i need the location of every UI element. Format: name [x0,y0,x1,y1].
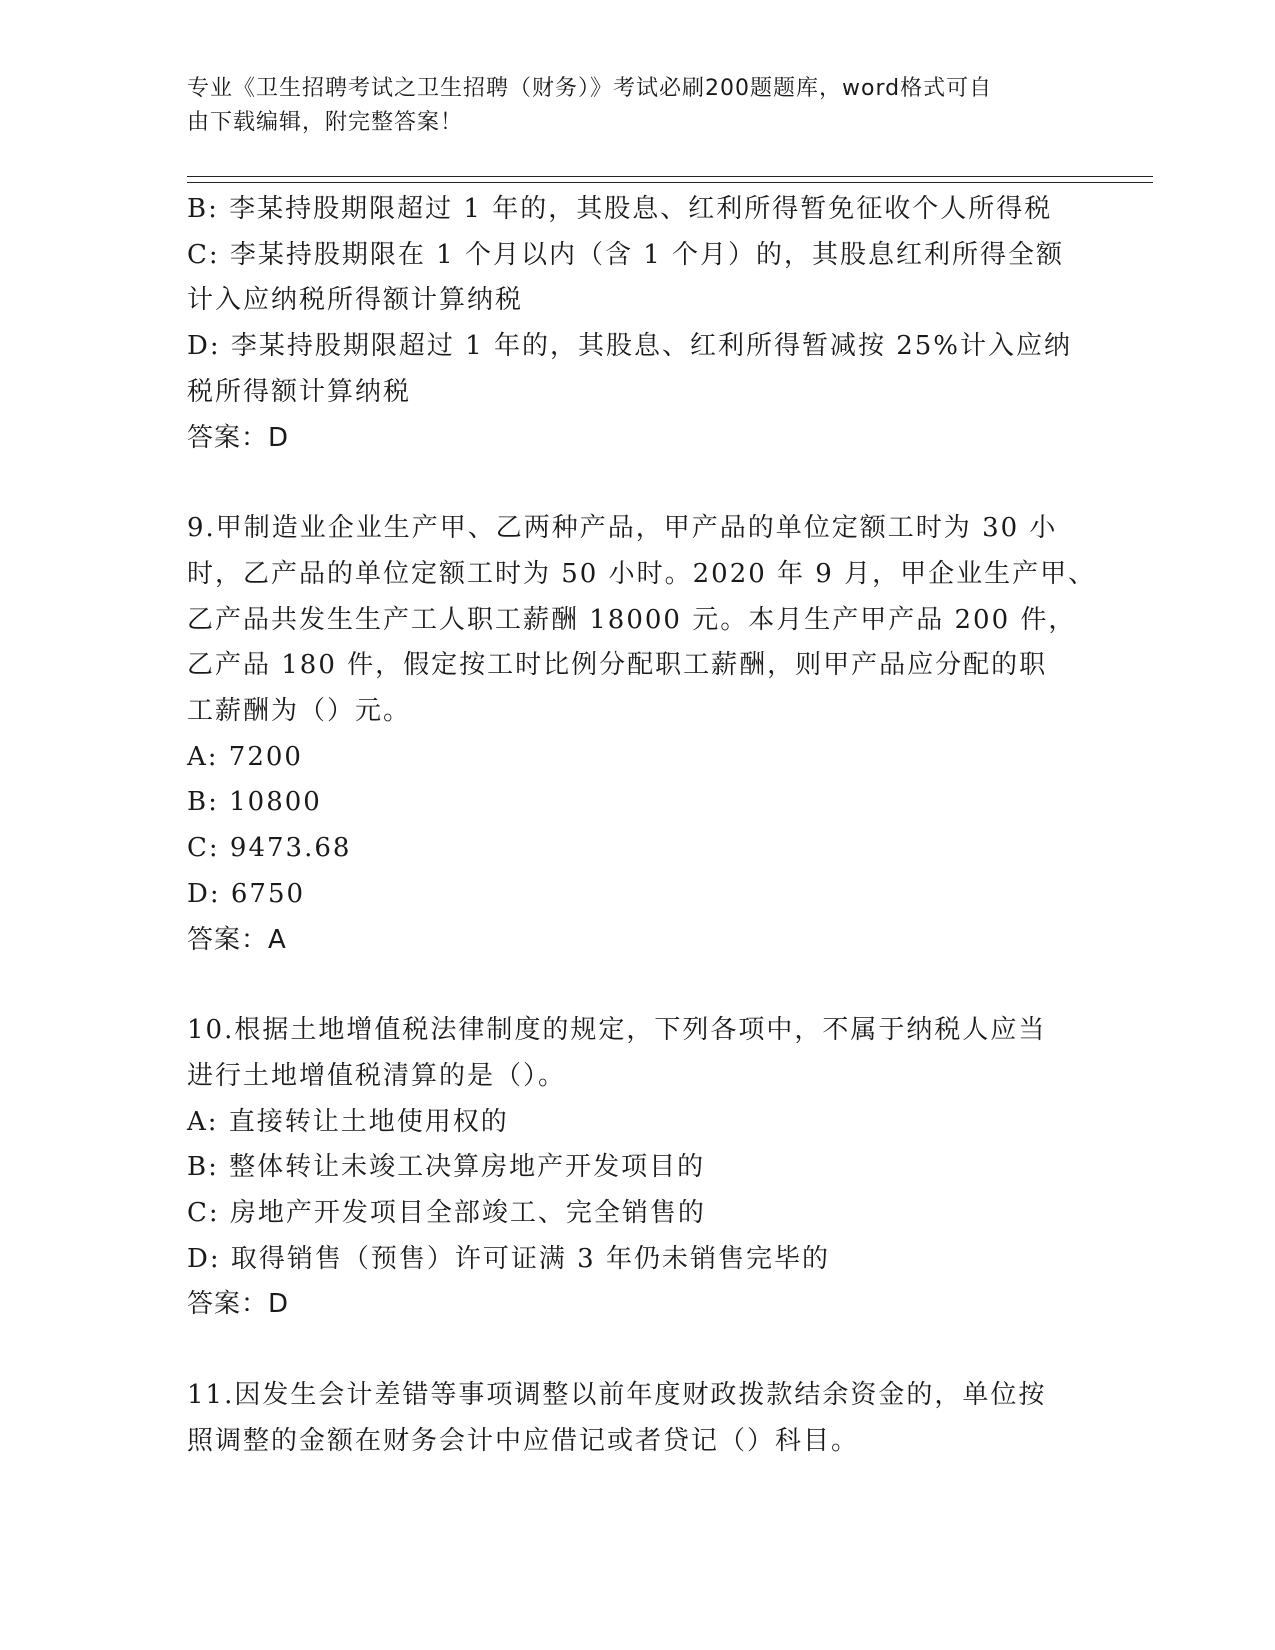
question-9-option-d: D: 6750 [187,878,306,909]
header-rule-bottom [187,182,1153,183]
answer-previous: 答案：D [187,422,290,453]
question-10-line-1: 10.根据土地增值税法律制度的规定，下列各项中，不属于纳税人应当 [187,1015,1047,1046]
header-rule-top [187,176,1153,177]
question-10-option-c: C: 房地产开发项目全部竣工、完全销售的 [187,1198,706,1229]
spacer [187,1328,1077,1373]
question-9-option-c: C: 9473.68 [187,833,352,864]
spacer [187,963,1077,1008]
question-10-answer: 答案：D [187,1289,290,1320]
option-c-line-1: C: 李某持股期限在 1 个月以内（含 1 个月）的，其股息红利所得全额 [187,239,1065,270]
question-10-option-a: A: 直接转让土地使用权的 [187,1106,509,1137]
question-11 [187,1373,1077,1464]
question-9-option-b: B: 10800 [187,787,322,818]
previous-question-options [187,187,1077,461]
spacer [187,461,1077,506]
question-content [187,187,1097,1465]
question-9-option-a: A: 7200 [187,741,303,772]
option-b: B: 李某持股期限超过 1 年的，其股息、红利所得暂免征收个人所得税 [187,194,1053,224]
question-9-line-2: 时，乙产品的单位定额工时为 50 小时。2020 年 9 月，甲企业生产甲、 [187,558,1097,589]
option-c-line-2: 计入应纳税所得额计算纳税 [187,285,524,316]
question-9-line-1: 9.甲制造业企业生产甲、乙两种产品，甲产品的单位定额工时为 30 小 [187,513,1058,544]
question-9 [187,506,1097,963]
option-d-line-1: D: 李某持股期限超过 1 年的，其股息、红利所得暂减按 25%计入应纳 [187,331,1072,362]
question-9-line-5: 工薪酬为（）元。 [187,696,412,727]
question-9-line-4: 乙产品 180 件，假定按工时比例分配职工薪酬，则甲产品应分配的职 [187,650,1048,681]
option-d-line-2: 税所得额计算纳税 [187,376,412,407]
question-9-answer: 答案：A [187,924,287,955]
question-9-line-3: 乙产品共发生生产工人职工薪酬 18000 元。本月生产甲产品 200 件， [187,604,1077,635]
question-11-line-2: 照调整的金额在财务会计中应借记或者贷记（）科目。 [187,1425,860,1456]
document-header [187,72,1067,140]
header-title-line-2: 由下载编辑，附完整答案！ [187,110,464,135]
question-10 [187,1008,1077,1328]
question-11-line-1: 11.因发生会计差错等事项调整以前年度财政拨款结余资金的，单位按 [187,1380,1047,1411]
question-10-option-d: D: 取得销售（预售）许可证满 3 年仍未销售完毕的 [187,1243,830,1274]
header-title-line-1: 专业《卫生招聘考试之卫生招聘（财务）》考试必刷200题题库，word格式可自 [187,76,993,101]
question-10-line-2: 进行土地增值税清算的是（）。 [187,1060,567,1091]
question-10-option-b: B: 整体转让未竣工决算房地产开发项目的 [187,1152,706,1183]
